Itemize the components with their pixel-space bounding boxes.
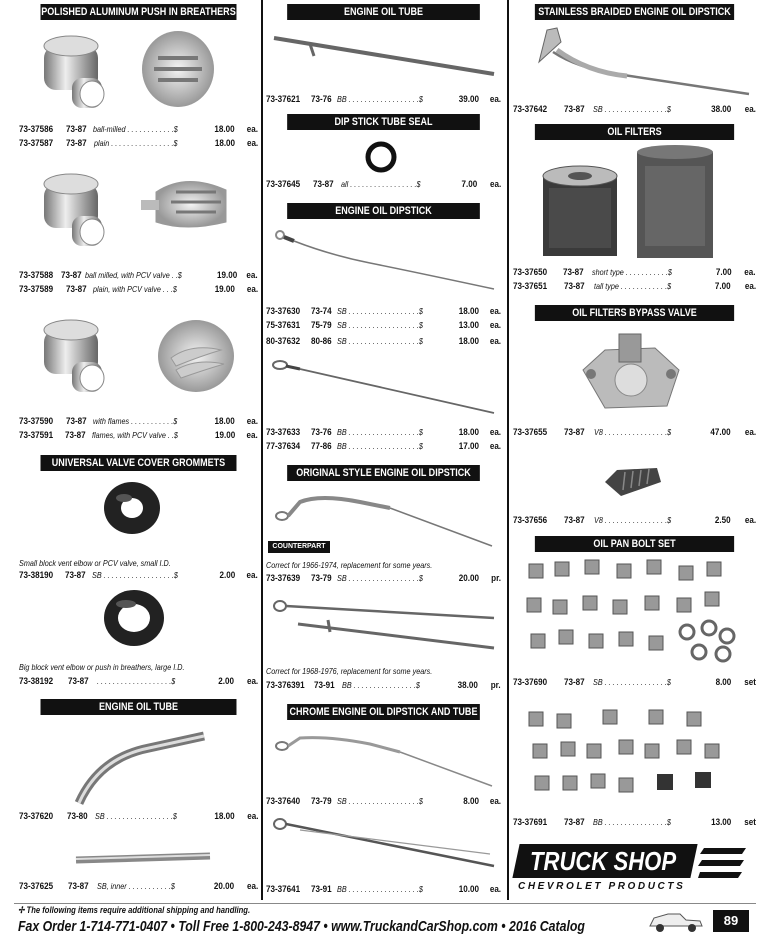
price: 38.00 <box>710 104 732 115</box>
unit: ea. <box>246 416 259 427</box>
price: 8.00 <box>715 677 732 688</box>
section-header-dipstick: ENGINE OIL DIPSTICK <box>287 203 480 219</box>
unit: ea. <box>744 281 756 292</box>
oil-filters-image <box>541 144 717 260</box>
year-range: 80-86 <box>310 336 332 347</box>
year-range: 73-87 <box>564 427 585 438</box>
description: SB . . . . . . . . . . . . . . . . .$ <box>94 811 177 821</box>
year-range: 73-87 <box>313 179 335 190</box>
page-number: 89 <box>713 910 749 932</box>
description: BB . . . . . . . . . . . . . . . . . .$ <box>336 441 423 451</box>
price: 39.00 <box>458 94 479 105</box>
unit: ea. <box>489 336 501 347</box>
year-range: 73-87 <box>563 677 585 688</box>
year-range: 77-86 <box>310 441 332 452</box>
part-number: 75-37631 <box>266 320 301 331</box>
product-row <box>19 675 258 688</box>
description: BB . . . . . . . . . . . . . . . . . .$ <box>336 94 423 104</box>
description: ball milled, with PCV valve . .$ <box>85 270 183 280</box>
unit: ea. <box>489 796 501 807</box>
year-range: 73-87 <box>60 270 82 281</box>
year-range: 73-87 <box>65 416 87 427</box>
breather-image <box>26 24 226 118</box>
truck-icon <box>646 908 706 934</box>
product-row <box>19 569 258 582</box>
price: 2.00 <box>218 676 234 687</box>
contact-footer: Fax Order 1-714-771-0407 • Toll Free 1-800-243-8947 • www.TruckandCarShop.com • 2016 Catalog <box>18 918 585 935</box>
product-row <box>19 415 258 428</box>
description: BB . . . . . . . . . . . . . . . .$ <box>341 680 420 690</box>
logo-stripes-icon <box>698 848 746 878</box>
description: . . . . . . . . . . . . . . . . . . .$ <box>96 676 176 686</box>
unit: ea. <box>246 430 258 441</box>
year-range: 73-87 <box>564 281 585 292</box>
unit: pr. <box>491 573 501 584</box>
product-row <box>266 335 501 348</box>
price: 7.00 <box>461 179 478 190</box>
year-range: 73-87 <box>563 817 585 828</box>
year-range: 75-79 <box>310 320 332 331</box>
year-range: 73-87 <box>564 515 585 526</box>
section-header-oil-pan-bolts: OIL PAN BOLT SET <box>535 536 734 552</box>
description: BB . . . . . . . . . . . . . . . . . .$ <box>336 884 423 894</box>
footer-divider <box>14 903 756 904</box>
year-range: 73-79 <box>310 573 332 584</box>
bypass-bolt-image <box>601 460 665 502</box>
section-header-grommets: UNIVERSAL VALVE COVER GROMMETS <box>41 455 237 471</box>
product-row <box>266 883 501 896</box>
year-range: 73-87 <box>65 570 86 581</box>
grommet-large-image <box>102 588 166 648</box>
seal-image <box>364 140 398 174</box>
part-number: 77-37634 <box>266 441 301 452</box>
part-number: 73-37633 <box>266 427 301 438</box>
unit: set <box>744 677 756 688</box>
year-range: 73-87 <box>562 267 584 278</box>
inner-tube-image <box>74 848 214 868</box>
product-row <box>266 305 501 318</box>
description: all . . . . . . . . . . . . . . . . .$ <box>340 179 421 189</box>
part-number: 73-37621 <box>266 94 301 105</box>
description: SB . . . . . . . . . . . . . . . . . .$ <box>336 306 423 316</box>
product-row <box>266 795 501 808</box>
part-number: 73-37641 <box>266 884 301 895</box>
unit: ea. <box>744 515 756 526</box>
part-number: 73-37655 <box>513 427 548 438</box>
column-3 <box>513 0 756 900</box>
column-divider <box>261 0 263 900</box>
part-number: 73-37625 <box>19 881 54 892</box>
description: short type . . . . . . . . . . .$ <box>591 267 672 277</box>
price: 18.00 <box>214 416 235 427</box>
unit: ea. <box>246 811 258 822</box>
part-number: 80-37632 <box>266 336 301 347</box>
part-number: 73-37630 <box>266 306 301 317</box>
shipping-footnote: ✢ The following items require additional shipping and handling. <box>18 905 251 915</box>
section-header-seal: DIP STICK TUBE SEAL <box>287 114 480 130</box>
product-row <box>266 93 501 106</box>
price: 20.00 <box>213 881 234 892</box>
unit: ea. <box>246 284 258 295</box>
part-number: 73-37690 <box>513 677 548 688</box>
dipstick-bb-image <box>270 355 498 417</box>
price: 13.00 <box>458 320 479 331</box>
part-number: 73-38192 <box>19 676 54 687</box>
unit: pr. <box>491 680 501 691</box>
product-row <box>266 440 501 453</box>
unit: ea. <box>744 104 756 115</box>
price: 18.00 <box>214 811 235 822</box>
chrome-dipstick-sb-image <box>270 730 498 790</box>
truck-shop-logo <box>516 844 746 894</box>
year-range: 73-87 <box>68 676 89 687</box>
unit: ea. <box>246 570 258 581</box>
price: 18.00 <box>458 336 479 347</box>
product-note: Big block vent elbow or push in breathers, large I.D. <box>19 662 185 672</box>
price: 7.00 <box>715 281 731 292</box>
breather-flames-image <box>26 308 246 408</box>
original-dipstick-bb-image <box>270 592 498 656</box>
part-number: 73-37640 <box>266 796 301 807</box>
price: 18.00 <box>214 138 235 149</box>
description: SB . . . . . . . . . . . . . . . .$ <box>593 677 672 687</box>
product-row <box>513 266 756 279</box>
year-range: 73-91 <box>314 680 335 691</box>
section-header-engine-oil-tube: ENGINE OIL TUBE <box>287 4 480 20</box>
unit: ea. <box>246 881 258 892</box>
unit: ea. <box>489 427 501 438</box>
description: V8 . . . . . . . . . . . . . . . .$ <box>593 515 671 525</box>
product-note: Correct for 1968-1976, replacement for some years. <box>266 666 433 676</box>
bolt-set-sb-image <box>523 556 745 668</box>
product-row <box>266 426 501 439</box>
product-row <box>19 810 258 823</box>
price: 19.00 <box>215 430 236 441</box>
oil-tube-image <box>69 728 219 808</box>
price: 47.00 <box>710 427 731 438</box>
part-number: 73-37586 <box>19 124 54 135</box>
dipstick-sb-image <box>270 225 498 295</box>
breather-pcv-image <box>26 162 246 258</box>
price: 13.00 <box>710 817 732 828</box>
product-row <box>513 103 756 116</box>
price: 38.00 <box>457 680 478 691</box>
description: tall type . . . . . . . . . . . .$ <box>593 281 671 291</box>
product-row <box>513 816 756 829</box>
unit: set <box>744 817 756 828</box>
unit: ea. <box>489 884 501 895</box>
column-divider <box>507 0 509 900</box>
description: plain, with PCV valve . . .$ <box>93 284 178 294</box>
year-range: 73-87 <box>66 284 87 295</box>
product-row <box>513 280 756 293</box>
price: 19.00 <box>217 270 238 281</box>
price: 10.00 <box>458 884 479 895</box>
product-row <box>19 283 258 296</box>
part-number: 73-37691 <box>513 817 548 828</box>
price: 19.00 <box>214 284 235 295</box>
product-row <box>19 269 258 282</box>
unit: ea. <box>744 427 756 438</box>
part-number: 73-37590 <box>19 416 54 427</box>
column-1 <box>14 0 258 900</box>
part-number: 73-37589 <box>19 284 54 295</box>
part-number: 73-37656 <box>513 515 548 526</box>
description: SB . . . . . . . . . . . . . . . . . .$ <box>92 570 178 580</box>
year-range: 73-87 <box>65 124 87 135</box>
braided-dipstick-image <box>517 22 753 96</box>
part-number: 73-37620 <box>19 811 54 822</box>
part-number: 73-37587 <box>19 138 54 149</box>
description: SB . . . . . . . . . . . . . . . . . .$ <box>336 320 423 330</box>
description: flames, with PCV valve . .$ <box>92 430 178 440</box>
bolt-set-bb-image <box>523 704 745 804</box>
description: with flames . . . . . . . . . . .$ <box>93 416 178 426</box>
price: 2.50 <box>715 515 731 526</box>
product-row <box>19 123 258 136</box>
column-2 <box>266 0 501 900</box>
bypass-valve-image <box>575 330 687 414</box>
price: 7.00 <box>715 267 732 278</box>
part-number: 73-376391 <box>266 680 305 691</box>
part-number: 73-37639 <box>266 573 301 584</box>
product-row <box>513 676 756 689</box>
description: plain . . . . . . . . . . . . . . . .$ <box>93 138 178 148</box>
description: SB . . . . . . . . . . . . . . . .$ <box>593 104 672 114</box>
year-range: 73-74 <box>310 306 332 317</box>
product-row <box>513 426 756 439</box>
year-range: 73-80 <box>66 811 88 822</box>
unit: ea. <box>744 267 756 278</box>
unit: ea. <box>489 306 501 317</box>
unit: ea. <box>489 94 501 105</box>
unit: ea. <box>246 124 259 135</box>
section-header-bypass: OIL FILTERS BYPASS VALVE <box>535 305 734 321</box>
year-range: 73-76 <box>310 94 332 105</box>
product-row <box>19 429 258 442</box>
description: ball-milled . . . . . . . . . . . .$ <box>92 124 178 134</box>
description: SB, inner . . . . . . . . . . .$ <box>97 881 175 891</box>
part-number: 73-37651 <box>513 281 548 292</box>
engine-oil-tube-image <box>270 30 498 80</box>
year-range: 73-87 <box>65 430 86 441</box>
product-note: Correct for 1966-1974, replacement for some years. <box>266 560 433 570</box>
year-range: 73-87 <box>68 881 90 892</box>
product-row <box>266 572 501 585</box>
description: SB . . . . . . . . . . . . . . . . . .$ <box>336 573 423 583</box>
section-header-oil-filters: OIL FILTERS <box>535 124 734 140</box>
year-range: 73-87 <box>563 104 585 115</box>
section-header-breathers: POLISHED ALUMINUM PUSH IN BREATHERS <box>41 6 236 18</box>
logo-sub-text: CHEVROLET PRODUCTS <box>518 881 686 892</box>
unit: ea. <box>246 270 258 281</box>
year-range: 73-76 <box>310 427 332 438</box>
unit: ea. <box>489 179 501 190</box>
part-number: 73-37645 <box>266 179 301 190</box>
section-header-chrome: CHROME ENGINE OIL DIPSTICK AND TUBE <box>287 704 480 720</box>
product-row <box>19 880 258 893</box>
description: BB . . . . . . . . . . . . . . . . . .$ <box>336 427 423 437</box>
year-range: 73-87 <box>66 138 87 149</box>
price: 18.00 <box>214 124 236 135</box>
price: 8.00 <box>463 796 479 807</box>
product-row <box>513 514 756 527</box>
year-range: 73-79 <box>310 796 332 807</box>
product-note: Small block vent elbow or PCV valve, small I.D. <box>19 558 171 568</box>
price: 18.00 <box>458 427 479 438</box>
unit: ea. <box>489 441 501 452</box>
unit: ea. <box>246 138 258 149</box>
product-row <box>266 679 501 692</box>
part-number: 73-37591 <box>19 430 54 441</box>
price: 18.00 <box>458 306 479 317</box>
product-row <box>19 137 258 150</box>
part-number: 73-37642 <box>513 104 548 115</box>
grommet-small-image <box>102 480 162 536</box>
chrome-dipstick-bb-image <box>270 814 498 872</box>
logo-main-text: TRUCK SHOP <box>530 846 677 876</box>
part-number: 73-37650 <box>513 267 548 278</box>
unit: ea. <box>246 676 258 687</box>
section-header-original-style: ORIGINAL STYLE ENGINE OIL DIPSTICK AND TUBE <box>287 465 480 481</box>
year-range: 73-91 <box>310 884 332 895</box>
price: 2.00 <box>219 570 236 581</box>
section-header-oil-tube: ENGINE OIL TUBE <box>41 699 237 715</box>
description: BB . . . . . . . . . . . . . . . .$ <box>593 817 672 827</box>
description: V8 . . . . . . . . . . . . . . . .$ <box>593 427 671 437</box>
unit: ea. <box>489 320 501 331</box>
section-header-braided: STAINLESS BRAIDED ENGINE OIL DIPSTICK AND TUBE <box>535 4 734 20</box>
description: SB . . . . . . . . . . . . . . . . . .$ <box>336 796 423 806</box>
part-number: 73-38190 <box>19 570 54 581</box>
part-number: 73-37588 <box>19 270 54 281</box>
price: 20.00 <box>458 573 479 584</box>
price: 17.00 <box>458 441 479 452</box>
description: SB . . . . . . . . . . . . . . . . . .$ <box>336 336 423 346</box>
product-row <box>266 178 501 191</box>
counterpart-badge: COUNTERPART <box>268 541 330 553</box>
product-row <box>266 319 501 332</box>
